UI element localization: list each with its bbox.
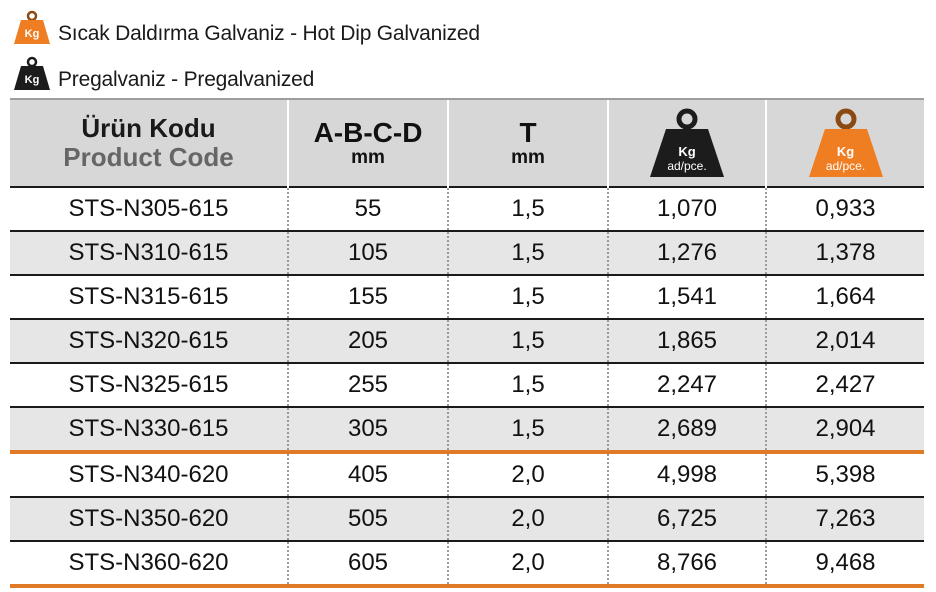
- weight-icon-orange: [12, 10, 52, 46]
- table-row: [10, 319, 924, 363]
- cell-product-code: STS-N325-615: [10, 363, 288, 407]
- cell-product-code: STS-N305-615: [10, 187, 288, 231]
- cell-weight-pre: 2,689: [608, 407, 766, 452]
- table-row: [10, 497, 924, 541]
- header-weight-pregalvanized: [608, 99, 766, 187]
- cell-dimensions: 105: [288, 231, 448, 275]
- legend-icon-label: Kg: [24, 74, 40, 86]
- cell-weight-pre: 1,541: [608, 275, 766, 319]
- header-weight-hot-dip: [766, 99, 924, 187]
- header-product-code: [10, 99, 288, 187]
- cell-dimensions: 55: [288, 187, 448, 231]
- table-row: [10, 541, 924, 586]
- weight-hdg-per: ad/pce.: [825, 159, 866, 173]
- cell-weight-pre: 6,725: [608, 497, 766, 541]
- cell-thickness: 2,0: [448, 541, 608, 586]
- table-row: [10, 275, 924, 319]
- weight-icon-black: [12, 56, 52, 92]
- weight-icon-orange-header: [805, 107, 887, 179]
- cell-weight-pre: 1,276: [608, 231, 766, 275]
- cell-weight-hdg: 1,664: [766, 275, 924, 319]
- header-thickness-label: T: [519, 117, 537, 148]
- table-row: [10, 231, 924, 275]
- cell-product-code: STS-N310-615: [10, 231, 288, 275]
- cell-weight-pre: 4,998: [608, 452, 766, 497]
- header-thickness: [448, 99, 608, 187]
- weight-icon-black-header: [646, 107, 728, 179]
- table-row: [10, 452, 924, 497]
- cell-dimensions: 155: [288, 275, 448, 319]
- cell-product-code: STS-N340-620: [10, 452, 288, 497]
- cell-product-code: STS-N350-620: [10, 497, 288, 541]
- header-product-code-en: Product Code: [63, 142, 234, 172]
- cell-thickness: 1,5: [448, 187, 608, 231]
- cell-weight-hdg: 1,378: [766, 231, 924, 275]
- cell-thickness: 2,0: [448, 497, 608, 541]
- cell-product-code: STS-N320-615: [10, 319, 288, 363]
- legend-text-hot-dip: Sıcak Daldırma Galvaniz - Hot Dip Galvanized: [58, 22, 480, 45]
- cell-dimensions: 405: [288, 452, 448, 497]
- legend-hot-dip: [12, 10, 480, 46]
- cell-thickness: 1,5: [448, 319, 608, 363]
- cell-dimensions: 605: [288, 541, 448, 586]
- cell-weight-pre: 1,865: [608, 319, 766, 363]
- table-header-row: [10, 99, 924, 187]
- weight-hdg-kg: Kg: [836, 144, 855, 159]
- cell-dimensions: 505: [288, 497, 448, 541]
- cell-weight-pre: 8,766: [608, 541, 766, 586]
- header-dimensions-label: A-B-C-D: [313, 117, 423, 148]
- product-spec-table: [10, 98, 924, 588]
- cell-weight-hdg: 7,263: [766, 497, 924, 541]
- cell-thickness: 1,5: [448, 275, 608, 319]
- header-dimensions-unit: mm: [351, 147, 385, 168]
- legend-text-pregalvanized: Pregalvaniz - Pregalvanized: [58, 68, 315, 91]
- cell-thickness: 2,0: [448, 452, 608, 497]
- cell-weight-pre: 2,247: [608, 363, 766, 407]
- cell-weight-pre: 1,070: [608, 187, 766, 231]
- legend-icon-label: Kg: [24, 28, 40, 40]
- cell-thickness: 1,5: [448, 363, 608, 407]
- table-row: [10, 363, 924, 407]
- cell-weight-hdg: 9,468: [766, 541, 924, 586]
- legend-pregalvanized: [12, 56, 314, 92]
- weight-pre-per: ad/pce.: [667, 159, 707, 173]
- cell-weight-hdg: 2,427: [766, 363, 924, 407]
- cell-dimensions: 255: [288, 363, 448, 407]
- cell-dimensions: 205: [288, 319, 448, 363]
- cell-product-code: STS-N360-620: [10, 541, 288, 586]
- cell-thickness: 1,5: [448, 407, 608, 452]
- table-row: [10, 187, 924, 231]
- table-row: [10, 407, 924, 452]
- weight-pre-kg: Kg: [678, 144, 696, 159]
- cell-product-code: STS-N330-615: [10, 407, 288, 452]
- header-thickness-unit: mm: [511, 147, 545, 168]
- cell-weight-hdg: 0,933: [766, 187, 924, 231]
- cell-product-code: STS-N315-615: [10, 275, 288, 319]
- cell-dimensions: 305: [288, 407, 448, 452]
- cell-weight-hdg: 2,904: [766, 407, 924, 452]
- header-product-code-tr: Ürün Kodu: [81, 113, 216, 143]
- cell-thickness: 1,5: [448, 231, 608, 275]
- cell-weight-hdg: 2,014: [766, 319, 924, 363]
- cell-weight-hdg: 5,398: [766, 452, 924, 497]
- header-dimensions: [288, 99, 448, 187]
